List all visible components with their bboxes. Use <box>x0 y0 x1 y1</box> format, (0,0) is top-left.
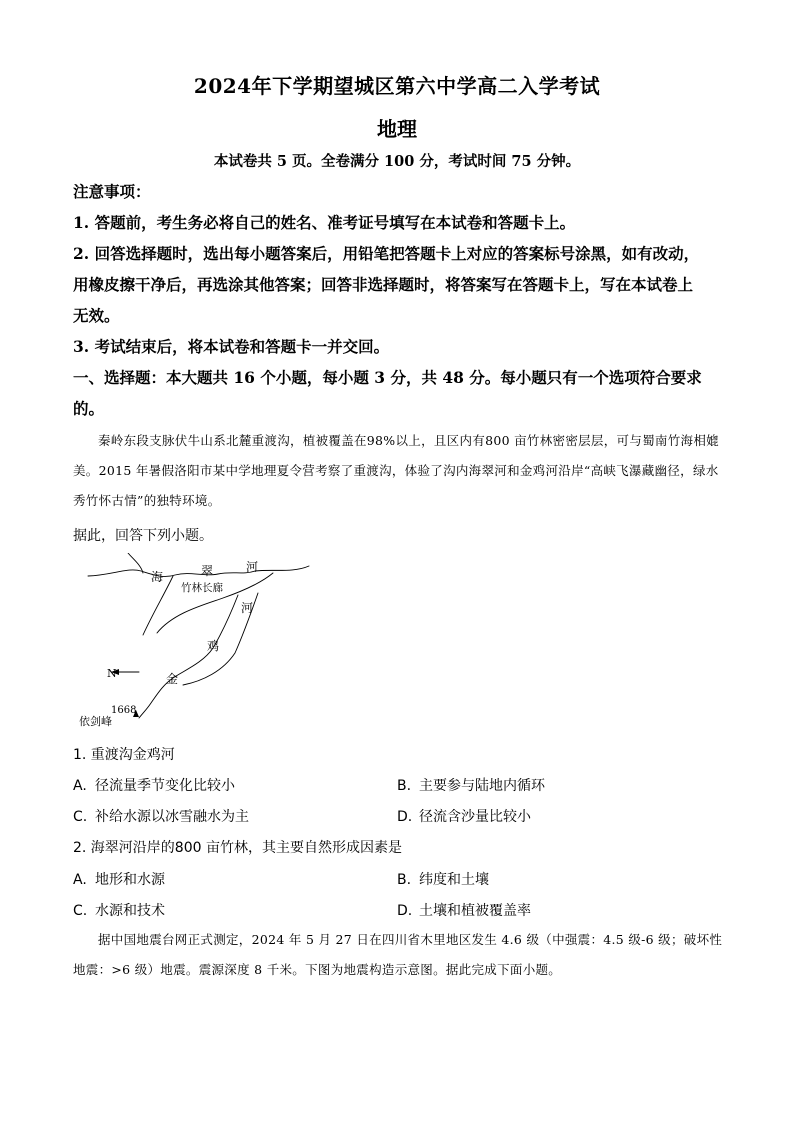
label-north: N <box>107 667 117 680</box>
label-cui: 翠 <box>201 564 214 578</box>
label-jin: 金 <box>166 672 179 686</box>
passage-1: 秦岭东段支脉伏牛山系北麓重渡沟，植被覆盖在98%以上，且区内有800 亩竹林密密层层，可与蜀南竹海相媲美。2015 年暑假洛阳市某中学地理夏令营考察了重渡沟，体验了沟内海翠河和金鸡河沿岸“高峡飞瀑藏幽径，绿水秀竹怀古情”的独特环境。 <box>73 433 719 508</box>
notice-heading: 注意事项： <box>73 182 151 201</box>
section-1-heading-line-1: 一、选择题：本大题共 16 个小题，每小题 3 分，共 48 分。每小题只有一个选项符合要求 <box>73 368 702 387</box>
label-he-1: 河 <box>246 560 259 574</box>
label-ji: 鸡 <box>207 639 220 653</box>
question-2-option-c[interactable]: C. 水源和技术 <box>73 903 165 919</box>
passage-1-prompt: 据此，回答下列小题。 <box>73 528 213 544</box>
label-he-2: 河 <box>241 601 254 615</box>
notice-item-2-line-1: 2. 回答选择题时，选出每小题答案后，用铅笔把答题卡上对应的答案标号涂黑，如有改动， <box>73 244 700 263</box>
question-1-option-b[interactable]: B. 主要参与陆地内循环 <box>397 778 545 794</box>
notice-item-2-line-3: 无效。 <box>73 306 120 325</box>
label-hai: 海 <box>151 570 164 584</box>
notice-item-2-line-2: 用橡皮擦干净后，再选涂其他答案；回答非选择题时，将答案写在答题卡上，写在本试卷上 <box>73 275 694 294</box>
notice-item-3: 3. 考试结束后，将本试卷和答题卡一并交回。 <box>73 337 390 356</box>
river-map <box>73 553 313 728</box>
question-2-option-a[interactable]: A. 地形和水源 <box>73 872 165 888</box>
bamboo-corridor-path <box>143 576 173 635</box>
question-2-option-d[interactable]: D. 土壤和植被覆盖率 <box>397 903 531 919</box>
subject-title: 地理 <box>377 117 417 141</box>
question-2-option-b[interactable]: B. 纬度和土壤 <box>397 872 489 888</box>
notice-item-1: 1. 答题前，考生务必将自己的姓名、准考证号填写在本试卷和答题卡上。 <box>73 213 576 232</box>
page-title: 2024年下学期望城区第六中学高二入学考试 <box>193 74 601 98</box>
question-1-option-a[interactable]: A. 径流量季节变化比较小 <box>73 778 235 794</box>
label-bamboo-corridor: 竹林长廊 <box>181 582 223 594</box>
exam-intro: 本试卷共 5 页。全卷满分 100 分，考试时间 75 分钟。 <box>213 153 581 170</box>
question-1-stem: 1. 重渡沟金鸡河 <box>73 747 175 763</box>
question-1-option-d[interactable]: D. 径流含沙量比较小 <box>397 809 531 825</box>
question-2-stem: 2. 海翠河沿岸的800 亩竹林，其主要自然形成因素是 <box>73 840 402 856</box>
haicui-river <box>88 566 309 576</box>
label-elevation: 1668 <box>111 705 137 716</box>
question-1-option-c[interactable]: C. 补给水源以冰雪融水为主 <box>73 809 249 825</box>
passage-2: 据中国地震台网正式测定，2024 年 5 月 27 日在四川省木里地区发生 4.6 级（中强震：4.5 级-6 级；破坏性地震：>6 级）地震。震源深度 8 千米。下图为地震构造示意图。据此完成下面小题。 <box>73 932 723 977</box>
section-1-heading-line-2: 的。 <box>73 399 105 418</box>
label-peak: 依剑峰 <box>79 715 112 728</box>
